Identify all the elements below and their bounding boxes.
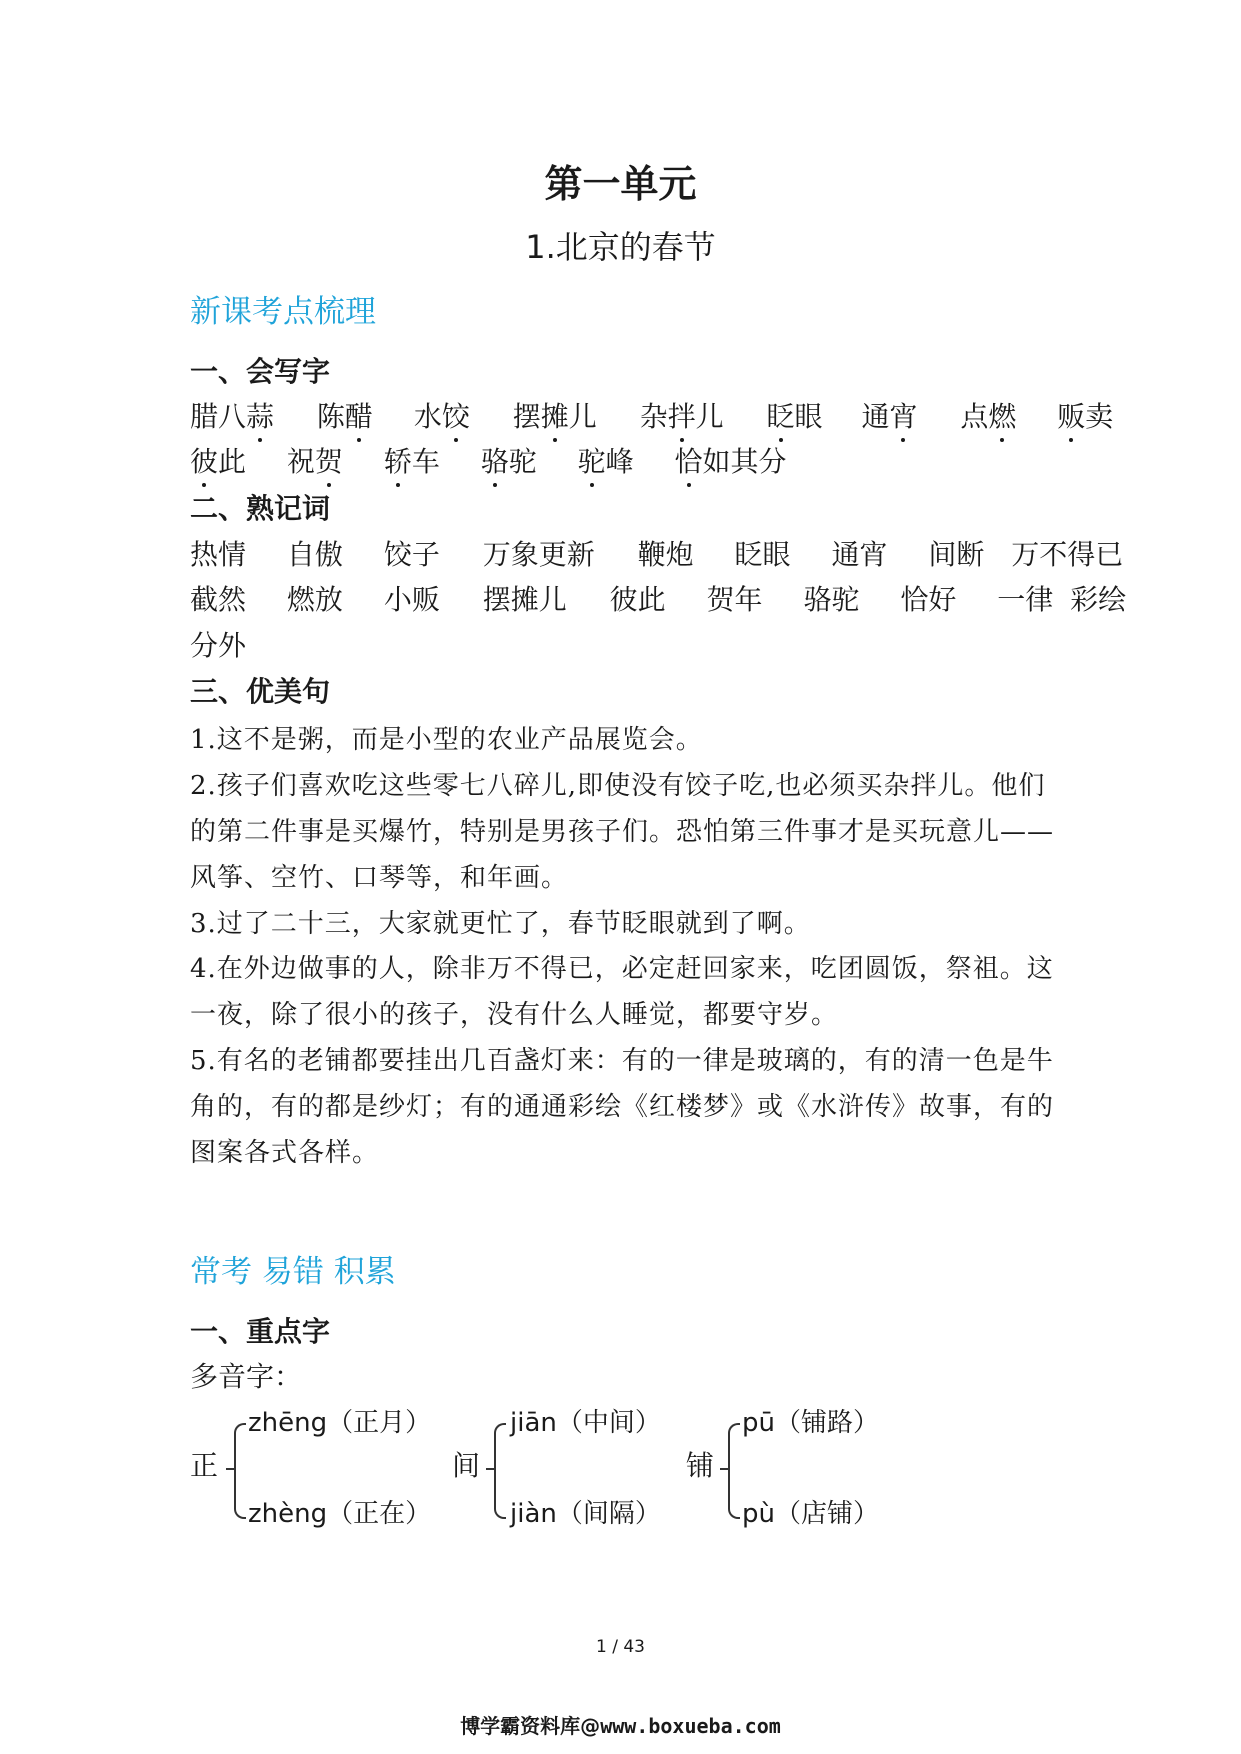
unit-title: 第一单元 bbox=[544, 162, 697, 206]
word-item: 摆摊儿 bbox=[513, 397, 631, 437]
page-number: 1 / 43 bbox=[596, 1637, 645, 1657]
word-item: 骆驼 bbox=[481, 442, 569, 482]
word-item: 摆摊儿 bbox=[482, 583, 567, 616]
word-item: 通宵 bbox=[831, 538, 888, 571]
word-item: 祝贺 bbox=[287, 442, 375, 482]
sentence-4: 4.在外边做事的人，除非万不得已，必定赶回家来，吃团圆饭，祭祖。这一夜，除了很小的孩子，没有什么人睡觉，都要守岁。 bbox=[190, 954, 1054, 1030]
brace-tip bbox=[720, 1468, 728, 1470]
word-item: 一律 bbox=[997, 583, 1054, 616]
brace-tip bbox=[486, 1468, 494, 1470]
word-item: 骆驼 bbox=[803, 583, 860, 616]
word-item: 燃放 bbox=[286, 583, 343, 616]
word-item: 彼此 bbox=[609, 583, 666, 616]
word-item: 分外 bbox=[190, 629, 247, 662]
section-title-new-points: 新课考点梳理 bbox=[190, 294, 376, 330]
brace bbox=[728, 1423, 740, 1519]
polyphonic-reading-top: zhēng（正月） bbox=[248, 1408, 432, 1438]
polyphonic-char: 间 bbox=[452, 1449, 481, 1482]
word-item: 恰好 bbox=[900, 583, 957, 616]
word-item: 截然 bbox=[190, 583, 247, 616]
word-item: 万象更新 bbox=[482, 538, 595, 571]
memorize-row-1 bbox=[190, 535, 1123, 575]
word-item: 腊八蒜 bbox=[190, 397, 308, 437]
write-chars-row-2 bbox=[190, 442, 787, 482]
brace bbox=[234, 1423, 246, 1519]
word-item: 通宵 bbox=[861, 397, 951, 437]
word-item: 热情 bbox=[190, 538, 247, 571]
brace-tip bbox=[226, 1468, 234, 1470]
sentence-1: 1.这不是粥，而是小型的农业产品展览会。 bbox=[190, 725, 703, 755]
memorize-row-2 bbox=[190, 580, 1126, 620]
memorize-row-3 bbox=[190, 626, 246, 666]
footer-watermark bbox=[0, 1710, 1241, 1739]
lesson-title: 1.北京的春节 bbox=[525, 228, 716, 266]
word-item: 小贩 bbox=[383, 583, 440, 616]
word-item: 眨眼 bbox=[734, 538, 791, 571]
word-item: 恰如其分 bbox=[675, 442, 787, 482]
sentence-3: 3.过了二十三，大家就更忙了，春节眨眼就到了啊。 bbox=[190, 909, 811, 939]
word-item: 间断 bbox=[928, 538, 985, 571]
word-item: 眨眼 bbox=[767, 397, 853, 437]
polyphonic-char: 铺 bbox=[686, 1449, 715, 1482]
heading-beautiful-sentences: 三、优美句 bbox=[190, 675, 331, 708]
word-item: 彼此 bbox=[190, 442, 278, 482]
word-item: 贩卖 bbox=[1057, 397, 1113, 437]
word-item: 点燃 bbox=[960, 397, 1048, 437]
polyphonic-char: 正 bbox=[190, 1449, 219, 1482]
polyphonic-reading-top: jiān（中间） bbox=[510, 1408, 661, 1438]
footer-url: www.boxueba.com bbox=[600, 1714, 781, 1738]
sentence-2: 2.孩子们喜欢吃这些零七八碎儿,即使没有饺子吃,也必须买杂拌儿。他们的第二件事是买爆竹，特别是男孩子们。恐怕第三件事才是买玩意儿——风筝、空竹、口琴等，和年画。 bbox=[190, 771, 1055, 893]
word-item: 鞭炮 bbox=[637, 538, 694, 571]
write-chars-row-1 bbox=[190, 397, 1113, 437]
polyphonic-reading-bottom: jiàn（间隔） bbox=[510, 1499, 661, 1529]
polyphonic-label: 多音字： bbox=[190, 1360, 303, 1393]
word-item: 水饺 bbox=[414, 397, 504, 437]
brace bbox=[494, 1423, 506, 1519]
word-item: 自傲 bbox=[286, 538, 343, 571]
word-item: 驼峰 bbox=[578, 442, 666, 482]
heading-key-chars: 一、重点字 bbox=[190, 1315, 331, 1348]
word-item: 陈醋 bbox=[317, 397, 405, 437]
word-item: 贺年 bbox=[706, 583, 763, 616]
word-item: 轿车 bbox=[384, 442, 472, 482]
polyphonic-reading-top: pū（铺路） bbox=[742, 1408, 879, 1438]
heading-write-chars: 一、会写字 bbox=[190, 355, 331, 388]
heading-memorize-words: 二、熟记词 bbox=[190, 492, 331, 525]
footer-text: 博学霸资料库@ bbox=[460, 1714, 601, 1738]
word-item: 万不得已 bbox=[1011, 538, 1124, 571]
word-item: 饺子 bbox=[383, 538, 440, 571]
polyphonic-reading-bottom: zhèng（正在） bbox=[248, 1499, 432, 1529]
section-title-common-errors: 常考 易错 积累 bbox=[190, 1254, 396, 1290]
polyphonic-reading-bottom: pù（店铺） bbox=[742, 1499, 879, 1529]
word-item: 杂拌儿 bbox=[640, 397, 758, 437]
sentence-5: 5.有名的老铺都要挂出几百盏灯来：有的一律是玻璃的，有的清一色是牛角的，有的都是纱灯；有的通通彩绘《红楼梦》或《水浒传》故事，有的图案各式各样。 bbox=[190, 1046, 1055, 1168]
word-item: 彩绘 bbox=[1070, 583, 1127, 616]
